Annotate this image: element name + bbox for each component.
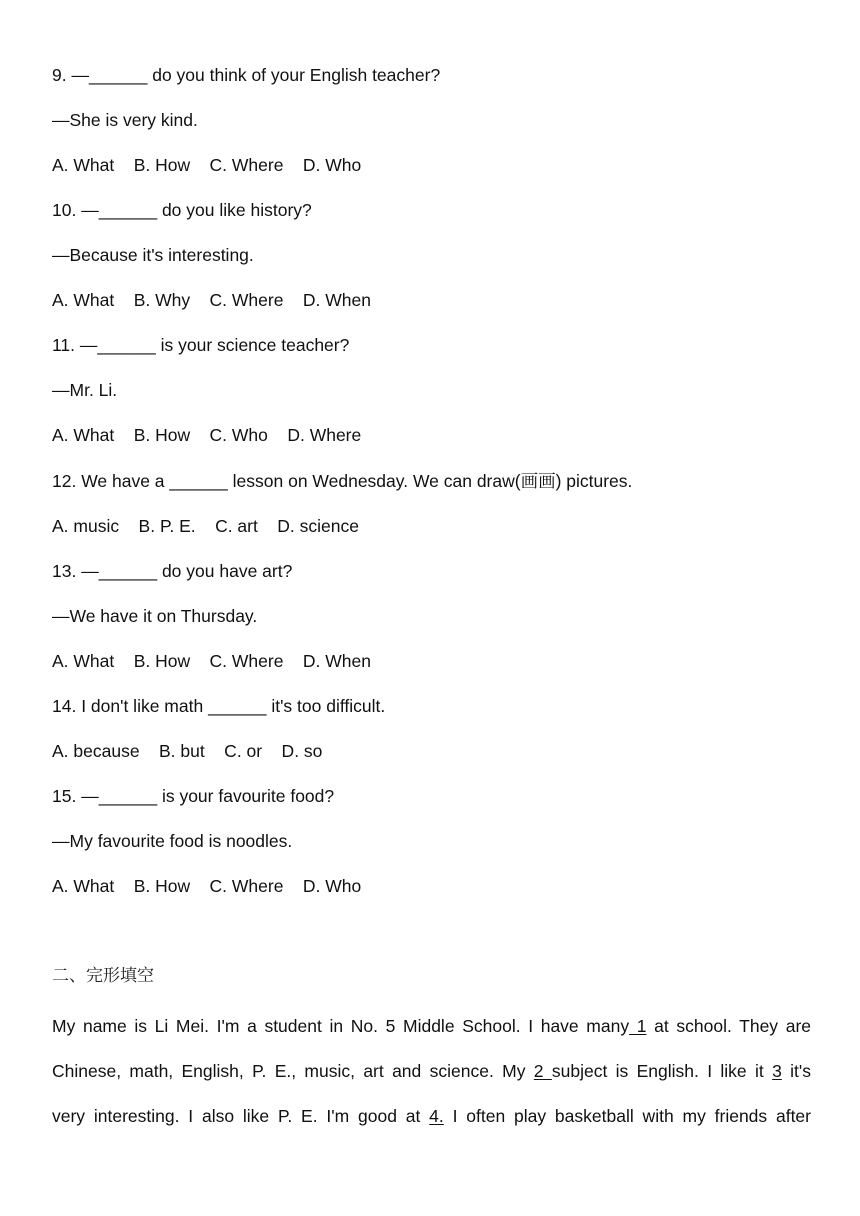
question-12-stem: 12. We have a ______ lesson on Wednesday. We can draw(画画) pictures. [52, 471, 633, 491]
blank-4: 4. [429, 1106, 444, 1126]
question-9-stem: 9. —______ do you think of your English teacher? [52, 65, 441, 85]
question-13-stem: 13. —______ do you have art? [52, 561, 293, 581]
question-10-answer: —Because it's interesting. [52, 245, 254, 265]
passage-text: it's [781, 1061, 812, 1081]
blank-3: 3 [772, 1061, 782, 1081]
question-15-options: A. What B. How C. Where D. Who [52, 876, 362, 896]
passage-text: very interesting. I also like P. E. I'm good at [52, 1106, 430, 1126]
question-10-stem: 10. —______ do you like history? [52, 200, 312, 220]
passage-line-2 [52, 1049, 811, 1094]
blank-2: 2 [533, 1061, 552, 1081]
passage-text: at school. They are [646, 1016, 811, 1036]
passage-line-1 [52, 1004, 811, 1049]
passage-text: subject is English. I like it [551, 1061, 773, 1081]
question-15-stem: 15. —______ is your favourite food? [52, 786, 335, 806]
passage-text: I often play basketball with my friends after [443, 1106, 811, 1126]
question-9-options: A. What B. How C. Where D. Who [52, 155, 362, 175]
passage-line-3 [52, 1094, 811, 1139]
question-13-options: A. What B. How C. Where D. When [52, 651, 371, 671]
question-11-answer: —Mr. Li. [52, 380, 118, 400]
passage-text: Chinese, math, English, P. E., music, art and science. My [52, 1061, 534, 1081]
question-12-options: A. music B. P. E. C. art D. science [52, 516, 359, 536]
question-9-answer: —She is very kind. [52, 110, 198, 130]
passage-text: My name is Li Mei. I'm a student in No. 5 Middle School. I have many [52, 1016, 630, 1036]
question-10-options: A. What B. Why C. Where D. When [52, 290, 371, 310]
question-11-stem: 11. —______ is your science teacher? [52, 335, 350, 355]
question-13-answer: —We have it on Thursday. [52, 606, 258, 626]
question-14-options: A. because B. but C. or D. so [52, 741, 323, 761]
question-15-answer: —My favourite food is noodles. [52, 831, 293, 851]
blank-1: 1 [629, 1016, 647, 1036]
section-title-cloze: 二、完形填空 [52, 966, 154, 986]
cloze-passage [52, 1004, 811, 1139]
question-11-options: A. What B. How C. Who D. Where [52, 425, 362, 445]
question-14-stem: 14. I don't like math ______ it's too difficult. [52, 696, 386, 716]
